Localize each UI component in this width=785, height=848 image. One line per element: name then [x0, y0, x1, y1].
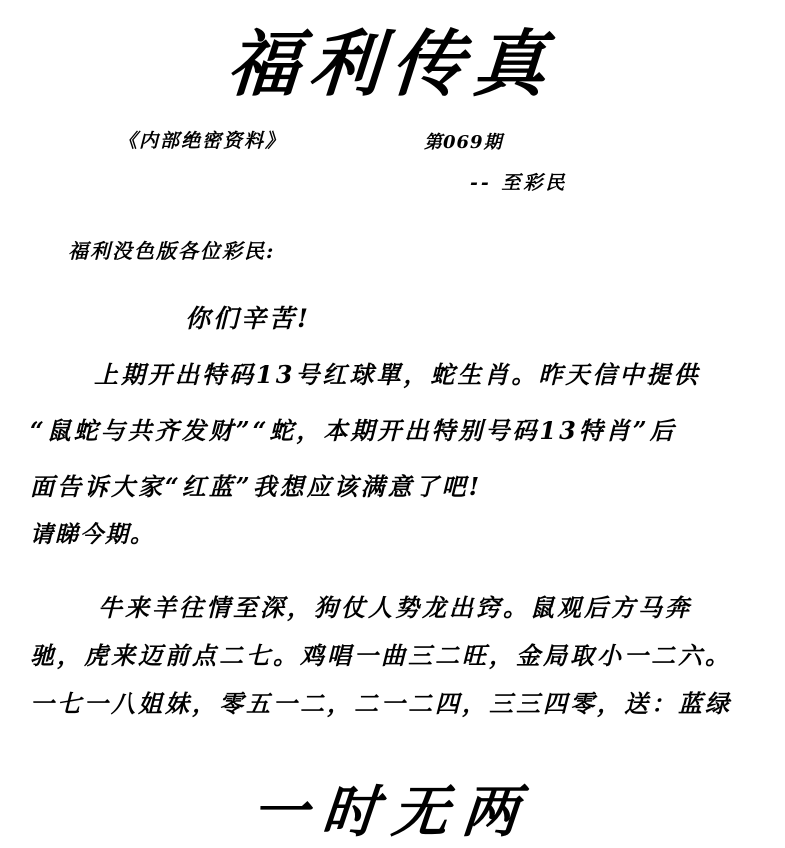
issue-number: 第069期	[424, 132, 503, 153]
paragraph-2: “鼠蛇与共齐发财”“蛇，本期开出特别号码13特肖”后	[30, 416, 677, 445]
salutation-line: 你们辛苦!	[185, 304, 311, 333]
footer-slogan: 一时无两	[249, 779, 536, 845]
verse-line-1: 牛来羊往情至深，狗仗人势龙出窍。鼠观后方马奔	[98, 593, 692, 622]
verse-line-3: 一七一八姐妹，零五一二，二一二四，三三四零，送：蓝绿	[30, 689, 732, 718]
body-content	[0, 228, 785, 728]
paragraph-4: 请睇今期。	[30, 521, 155, 548]
author-line: -- 至彩民	[470, 172, 568, 194]
secret-material-label: 《内部绝密资料》	[118, 130, 287, 152]
paragraph-1: 上期开出特码13号红球單，蛇生肖。昨天信中提供	[94, 360, 701, 389]
verse-block	[30, 584, 757, 728]
verse-line-2: 驰，虎来迈前点二七。鸡唱一曲三二旺，金局取小一二六。	[30, 641, 732, 670]
paragraph-3: 面告诉大家“红蓝”我想应该满意了吧!	[30, 472, 483, 501]
page-title: 福利传真	[224, 21, 559, 106]
greeting-line: 福利没色版各位彩民:	[68, 239, 276, 263]
subheader-row	[0, 126, 785, 194]
